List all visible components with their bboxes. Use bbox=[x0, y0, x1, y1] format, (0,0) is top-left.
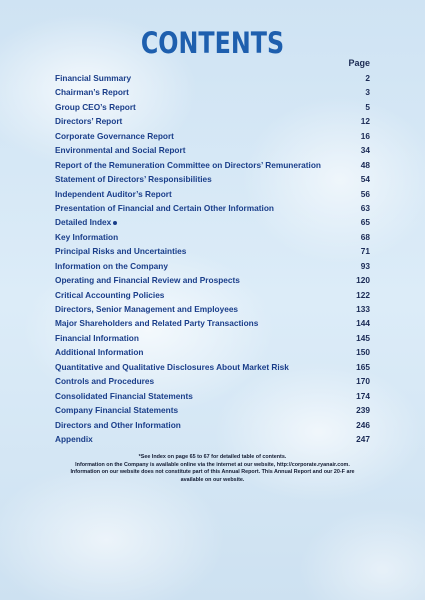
toc-entry-page-number[interactable]: 170 bbox=[356, 376, 370, 387]
toc-entry-page-number[interactable]: 145 bbox=[356, 332, 370, 343]
toc-entry-page-number[interactable]: 3 bbox=[365, 87, 370, 98]
toc-entry-label[interactable]: Directors and Other Information bbox=[55, 419, 181, 430]
toc-entry-left bbox=[55, 215, 117, 229]
toc-entry[interactable] bbox=[55, 172, 370, 186]
toc-entry-page-number[interactable]: 247 bbox=[356, 433, 370, 444]
toc-entry-label[interactable]: Company Financial Statements bbox=[55, 405, 179, 416]
footnote-line: Information on the Company is available online via the internet at our website, http://corporate.ryanair.com. bbox=[75, 461, 350, 468]
toc-entry-left bbox=[55, 129, 174, 143]
toc-entry-page-number[interactable]: 48 bbox=[360, 159, 370, 170]
page-column-header: Page bbox=[348, 58, 370, 68]
toc-entry-label[interactable]: Independent Auditor’s Report bbox=[55, 188, 172, 199]
toc-entry-label[interactable]: Consolidated Financial Statements bbox=[55, 390, 193, 401]
toc-entry[interactable] bbox=[55, 100, 370, 114]
toc-entry-label[interactable]: Corporate Governance Report bbox=[55, 130, 174, 141]
toc-entry-page-number[interactable]: 5 bbox=[365, 101, 370, 112]
toc-entry-left bbox=[55, 345, 144, 359]
toc-entry-left bbox=[55, 389, 193, 403]
toc-entry-label[interactable]: Principal Risks and Uncertainties bbox=[55, 246, 187, 257]
toc-entry-left bbox=[55, 158, 321, 172]
toc-entry-left bbox=[55, 331, 139, 345]
toc-entry-label[interactable]: Appendix bbox=[55, 433, 93, 444]
toc-entry[interactable] bbox=[55, 230, 370, 244]
toc-entry[interactable] bbox=[55, 403, 370, 417]
toc-entry-page-number[interactable]: 16 bbox=[360, 130, 370, 141]
toc-entry-page-number[interactable]: 150 bbox=[356, 347, 370, 358]
toc-entry-left bbox=[55, 418, 181, 432]
toc-entry[interactable] bbox=[55, 85, 370, 99]
toc-entry-label[interactable]: Environmental and Social Report bbox=[55, 145, 186, 156]
toc-entry-left bbox=[55, 187, 172, 201]
toc-entry-page-number[interactable]: 71 bbox=[360, 246, 370, 257]
toc-entry-label[interactable]: Information on the Company bbox=[55, 260, 168, 271]
toc-entry-page-number[interactable]: 174 bbox=[356, 390, 370, 401]
toc-entry[interactable] bbox=[55, 316, 370, 330]
toc-entry[interactable] bbox=[55, 288, 370, 302]
toc-entry-label[interactable]: Critical Accounting Policies bbox=[55, 289, 165, 300]
toc-entry[interactable] bbox=[55, 389, 370, 403]
toc-entry-left bbox=[55, 230, 118, 244]
footnotes bbox=[40, 454, 385, 484]
toc-entry-page-number[interactable]: 122 bbox=[356, 289, 370, 300]
toc-entry-left bbox=[55, 71, 131, 85]
toc-entry-page-number[interactable]: 56 bbox=[360, 188, 370, 199]
toc-entry-label[interactable]: Major Shareholders and Related Party Transactions bbox=[55, 318, 259, 329]
toc-entry-label[interactable]: Quantitative and Qualitative Disclosures About Market Risk bbox=[55, 361, 289, 372]
toc-entry[interactable] bbox=[55, 360, 370, 374]
page-title: CONTENTS bbox=[140, 26, 285, 60]
toc-entry-page-number[interactable]: 2 bbox=[365, 73, 370, 83]
toc-entry[interactable] bbox=[55, 432, 370, 446]
footnote-line: available on our website. bbox=[180, 476, 245, 483]
toc-entry-label[interactable]: Directors’ Report bbox=[55, 116, 123, 127]
toc-entry-left bbox=[55, 143, 185, 157]
toc-entry[interactable] bbox=[55, 201, 370, 215]
toc-entry-page-number[interactable]: 144 bbox=[356, 318, 370, 329]
toc-entry-left bbox=[55, 114, 122, 128]
toc-entry-label[interactable]: Statement of Directors’ Responsibilities bbox=[55, 174, 212, 185]
toc-entry[interactable] bbox=[55, 273, 370, 287]
footnote-line: Information on our website does not constitute part of this Annual Report. This Annual Report and our 20-F are bbox=[70, 469, 355, 476]
toc-entry-label[interactable]: Controls and Procedures bbox=[55, 376, 155, 387]
toc-entry-label[interactable]: Chairman’s Report bbox=[55, 87, 129, 98]
toc-entry-label[interactable]: Detailed Index bbox=[55, 217, 112, 228]
toc-entry[interactable] bbox=[55, 331, 370, 345]
toc-entry[interactable] bbox=[55, 244, 370, 258]
toc-entry-page-number[interactable]: 120 bbox=[356, 275, 370, 286]
toc-entry[interactable] bbox=[55, 187, 370, 201]
toc-entry-left bbox=[55, 374, 154, 388]
toc-entry-label[interactable]: Financial Information bbox=[55, 332, 139, 343]
toc-entry-page-number[interactable]: 12 bbox=[360, 116, 370, 127]
toc-entry[interactable] bbox=[55, 114, 370, 128]
toc-entry-left bbox=[55, 273, 240, 287]
toc-entry-left bbox=[55, 316, 258, 330]
toc-entry-page-number[interactable]: 63 bbox=[360, 202, 370, 213]
toc-entry[interactable] bbox=[55, 158, 370, 172]
toc-entry-label[interactable]: Key Information bbox=[55, 231, 119, 242]
toc-entry[interactable] bbox=[55, 259, 370, 273]
toc-entry-page-number[interactable]: 133 bbox=[356, 304, 370, 314]
toc-entry-page-number[interactable]: 93 bbox=[360, 260, 370, 271]
toc-entry-left bbox=[55, 432, 93, 446]
toc-entry-left bbox=[55, 302, 238, 316]
toc-entry[interactable] bbox=[55, 374, 370, 388]
toc-entry-page-number[interactable]: 68 bbox=[360, 231, 370, 242]
toc-entry[interactable] bbox=[55, 215, 370, 229]
toc-entry-left bbox=[55, 403, 178, 417]
toc-entry-left bbox=[55, 259, 168, 273]
toc-entry[interactable] bbox=[55, 129, 370, 143]
toc-entry-label[interactable]: Group CEO’s Report bbox=[55, 101, 136, 112]
toc-entry-page-number[interactable]: 54 bbox=[360, 174, 370, 185]
toc-entry-label[interactable]: Presentation of Financial and Certain Other Information bbox=[55, 202, 274, 213]
toc-entry-page-number[interactable]: 239 bbox=[356, 405, 370, 416]
toc-entry-page-number[interactable]: 165 bbox=[356, 361, 370, 372]
toc-entry-left bbox=[55, 201, 274, 215]
table-of-contents bbox=[55, 71, 370, 446]
toc-entry-page-number[interactable]: 34 bbox=[360, 145, 370, 156]
toc-entry[interactable] bbox=[55, 71, 370, 85]
bullet-icon bbox=[113, 221, 117, 225]
toc-entry-left bbox=[55, 172, 212, 186]
toc-entry-label[interactable]: Directors, Senior Management and Employees bbox=[55, 304, 239, 314]
toc-entry-left bbox=[55, 360, 289, 374]
toc-entry-left bbox=[55, 288, 164, 302]
toc-entry-label[interactable]: Additional Information bbox=[55, 347, 144, 358]
toc-entry[interactable] bbox=[55, 418, 370, 432]
toc-entry-page-number[interactable]: 246 bbox=[356, 419, 370, 430]
toc-entry-label[interactable]: Financial Summary bbox=[55, 73, 132, 83]
toc-entry-label[interactable]: Report of the Remuneration Committee on Directors’ Remuneration bbox=[55, 159, 321, 170]
toc-entry-left bbox=[55, 100, 136, 114]
footnote-line: *See Index on page 65 to 67 for detailed table of contents. bbox=[138, 454, 287, 460]
toc-entry-left bbox=[55, 244, 186, 258]
toc-entry[interactable] bbox=[55, 302, 370, 316]
toc-entry[interactable] bbox=[55, 143, 370, 157]
toc-entry[interactable] bbox=[55, 345, 370, 359]
toc-entry-label[interactable]: Operating and Financial Review and Prospects bbox=[55, 275, 240, 286]
toc-entry-left bbox=[55, 85, 129, 99]
toc-entry-page-number[interactable]: 65 bbox=[360, 217, 370, 228]
